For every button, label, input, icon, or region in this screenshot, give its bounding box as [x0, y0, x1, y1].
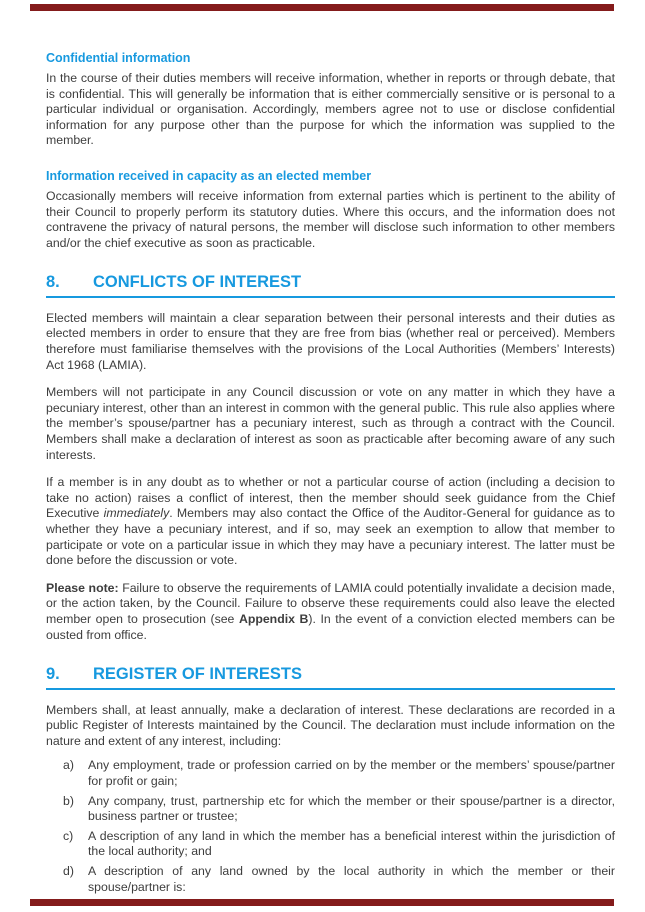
- subheading-information-received: Information received in capacity as an elected member: [46, 168, 372, 183]
- section-8-title: CONFLICTS OF INTEREST: [93, 273, 302, 292]
- section-9-heading: [46, 665, 615, 689]
- paragraph-please-note-text: Failure to observe the requirements of LAMIA could potentially invalidate a decision made, or the action taken, by the Council. Failure to observe these requirements could also leave the elected member open to prosecution (see: [46, 580, 616, 626]
- paragraph-confidential-information: In the course of their duties members will receive information, whether in reports or through debate, that is confidential. This will generally be information that is either commercially sensitive or is personal to a particular individual or organisation. Accordingly, members agree not to use or disclose confidential information for any purpose other than the purpose for which the information was supplied to the member.: [46, 71, 615, 148]
- paragraph-seek-guidance-rest: . Members may also contact the Office of the Auditor-General for guidance as to whether they have a pecuniary interest, and if so, may seek an exemption to allow that member to participate or vote on a particular issue in which they may have a pecuniary interest. The latter must be done before the discussion or vote.: [46, 506, 615, 568]
- please-note-label: Please note:: [46, 580, 119, 595]
- paragraph-clear-separation: Elected members will maintain a clear separation between their personal interests and their duties as elected members in order to ensure that they are free from bias (whether real or perceived). Members therefore must familiarise themselves with the provisions of the Local Authorities (Members’ Interests) Act 1968 (LAMIA).: [46, 310, 615, 372]
- page-bottom-rule: [30, 899, 614, 906]
- subheading-confidential-information: Confidential information: [46, 51, 191, 65]
- list-item: [46, 864, 615, 895]
- paragraph-seek-guidance-italic: immediately: [103, 506, 170, 521]
- list-item-text: Any employment, trade or profession carried on by the member or the members’ spouse/partner for profit or gain;: [88, 758, 615, 788]
- list-item-text: A description of any land in which the member has a beneficial interest within the jurisdiction of the local authority; and: [88, 828, 615, 859]
- section-8-number: 8.: [46, 273, 60, 292]
- list-item-text: Any company, trust, partnership etc for which the member or their spouse/partner is a director, business partner or trustee;: [88, 793, 615, 824]
- list-item-text: A description of any land owned by the local authority in which the member or their spouse/partner is:: [88, 863, 615, 894]
- list-item-marker: c): [63, 828, 74, 843]
- paragraph-information-received: Occasionally members will receive information from external parties which is pertinent to the ability of their Council to properly perform its statutory duties. Where this occurs, and the information does not contravene the privacy of natural persons, the member will disclose such information to other members and/or the chief executive as soon as practicable.: [46, 188, 615, 250]
- paragraph-seek-guidance-text: If a member is in any doubt as to whether or not a particular course of action (including a decision to take no action) raises a conflict of interest, then the member should seek guidance from the Chief Executive: [46, 475, 615, 521]
- list-item-marker: a): [63, 758, 74, 773]
- list-item-marker: b): [63, 793, 74, 808]
- section-9-number: 9.: [46, 665, 60, 684]
- document-content: [46, 0, 615, 895]
- paragraph-please-note-rest: ). In the event of a conviction elected members can be ousted from office.: [46, 611, 615, 642]
- paragraph-pecuniary-interest: Members will not participate in any Council discussion or vote on any matter in which they have a pecuniary interest, other than an interest in common with the general public. This rule also applies where the member’s spouse/partner has a pecuniary interest, such as through a contract with the Council. Members shall make a declaration of interest as soon as practicable after becoming aware of any such interests.: [46, 385, 615, 462]
- list-item-marker: d): [63, 863, 74, 878]
- paragraph-please-note: [46, 581, 615, 643]
- section-8-heading: [46, 273, 615, 297]
- list-item: [46, 758, 615, 789]
- paragraph-register-declaration: Members shall, at least annually, make a declaration of interest. These declarations are recorded in a public Register of Interests maintained by the Council. The declaration must include information on the nature and extent of any interest, including:: [46, 702, 615, 748]
- list-item: [46, 794, 615, 825]
- appendix-b-reference: Appendix B: [238, 611, 309, 626]
- section-9-title: REGISTER OF INTERESTS: [93, 665, 303, 684]
- interest-declaration-list: [46, 758, 615, 895]
- paragraph-seek-guidance: [46, 475, 615, 569]
- list-item: [46, 829, 615, 860]
